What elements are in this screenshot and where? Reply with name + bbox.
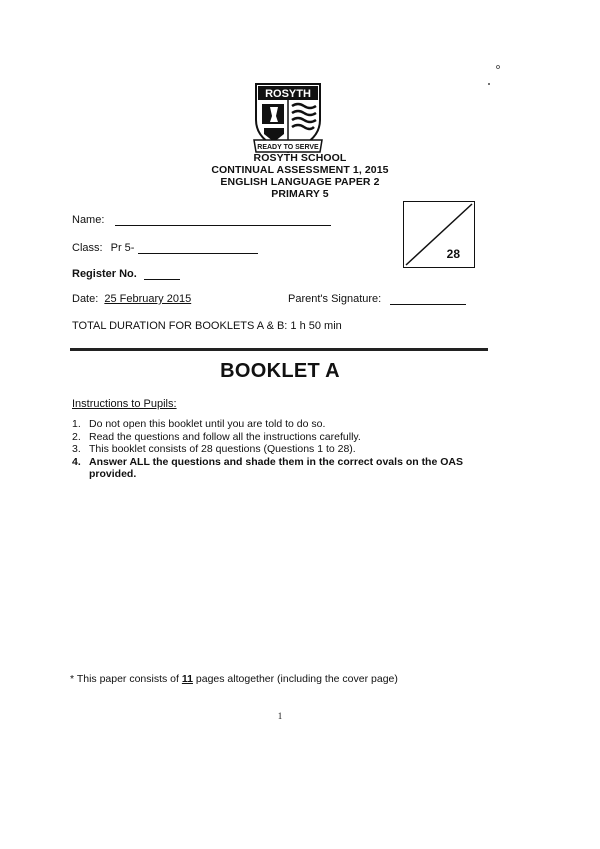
page-count-suffix: pages altogether (including the cover page) <box>192 673 398 685</box>
date-row <box>72 293 191 305</box>
instruction-number: 1. <box>72 418 81 430</box>
signature-field[interactable] <box>390 294 466 305</box>
page-count-number: 11 <box>181 673 193 685</box>
exam-header <box>0 152 600 200</box>
assessment-title: CONTINUAL ASSESSMENT 1, 2015 <box>211 164 389 176</box>
instruction-number: 3. <box>72 443 81 455</box>
page-count-prefix: * This paper consists of <box>70 673 182 685</box>
instruction-number: 2. <box>72 430 81 443</box>
instruction-text: This booklet consists of 28 questions (Questions 1 to 28). <box>89 443 356 455</box>
svg-text:READY TO SERVE: READY TO SERVE <box>257 144 319 151</box>
instruction-text: Do not open this booklet until you are told to do so. <box>89 418 326 430</box>
instruction-text: Read the questions and follow all the instructions carefully. <box>89 430 361 443</box>
booklet-title: BOOKLET A <box>220 360 340 382</box>
instruction-number: 4. <box>72 455 81 468</box>
svg-text:ROSYTH: ROSYTH <box>265 88 311 100</box>
page-number: 1 <box>277 711 283 721</box>
class-value: Pr 5- <box>110 242 135 254</box>
register-label: Register No. <box>72 268 137 280</box>
instruction-text: Answer ALL the questions and shade them in the correct ovals on the OAS provided. <box>89 455 463 480</box>
class-field[interactable] <box>138 243 258 254</box>
scan-specks <box>485 62 505 92</box>
instructions-heading: Instructions to Pupils: <box>72 398 177 410</box>
name-field[interactable] <box>115 215 331 226</box>
register-field[interactable] <box>144 269 180 280</box>
instruction-item <box>72 456 492 481</box>
score-total: 28 <box>446 247 460 261</box>
instruction-item <box>72 443 492 456</box>
school-name: ROSYTH SCHOOL <box>253 152 347 164</box>
school-crest-logo <box>250 80 326 154</box>
signature-label: Parent's Signature: <box>288 293 382 305</box>
class-row <box>72 242 258 254</box>
section-divider <box>70 348 488 351</box>
name-label: Name: <box>72 214 105 226</box>
date-value: 25 February 2015 <box>104 293 192 305</box>
register-row <box>72 268 180 280</box>
signature-row <box>288 293 466 305</box>
score-box <box>403 201 475 268</box>
instruction-item <box>72 431 492 444</box>
instruction-item <box>72 418 492 431</box>
paper-title: ENGLISH LANGUAGE PAPER 2 <box>220 176 380 188</box>
level-title: PRIMARY 5 <box>271 188 329 200</box>
score-box-diagonal <box>404 202 474 267</box>
instructions-list <box>72 418 492 481</box>
duration-text: TOTAL DURATION FOR BOOKLETS A & B: 1 h 50 min <box>72 320 342 332</box>
page-count-note <box>70 673 398 685</box>
name-row <box>72 214 331 226</box>
date-label: Date: <box>72 293 99 305</box>
class-label: Class: <box>72 242 103 254</box>
